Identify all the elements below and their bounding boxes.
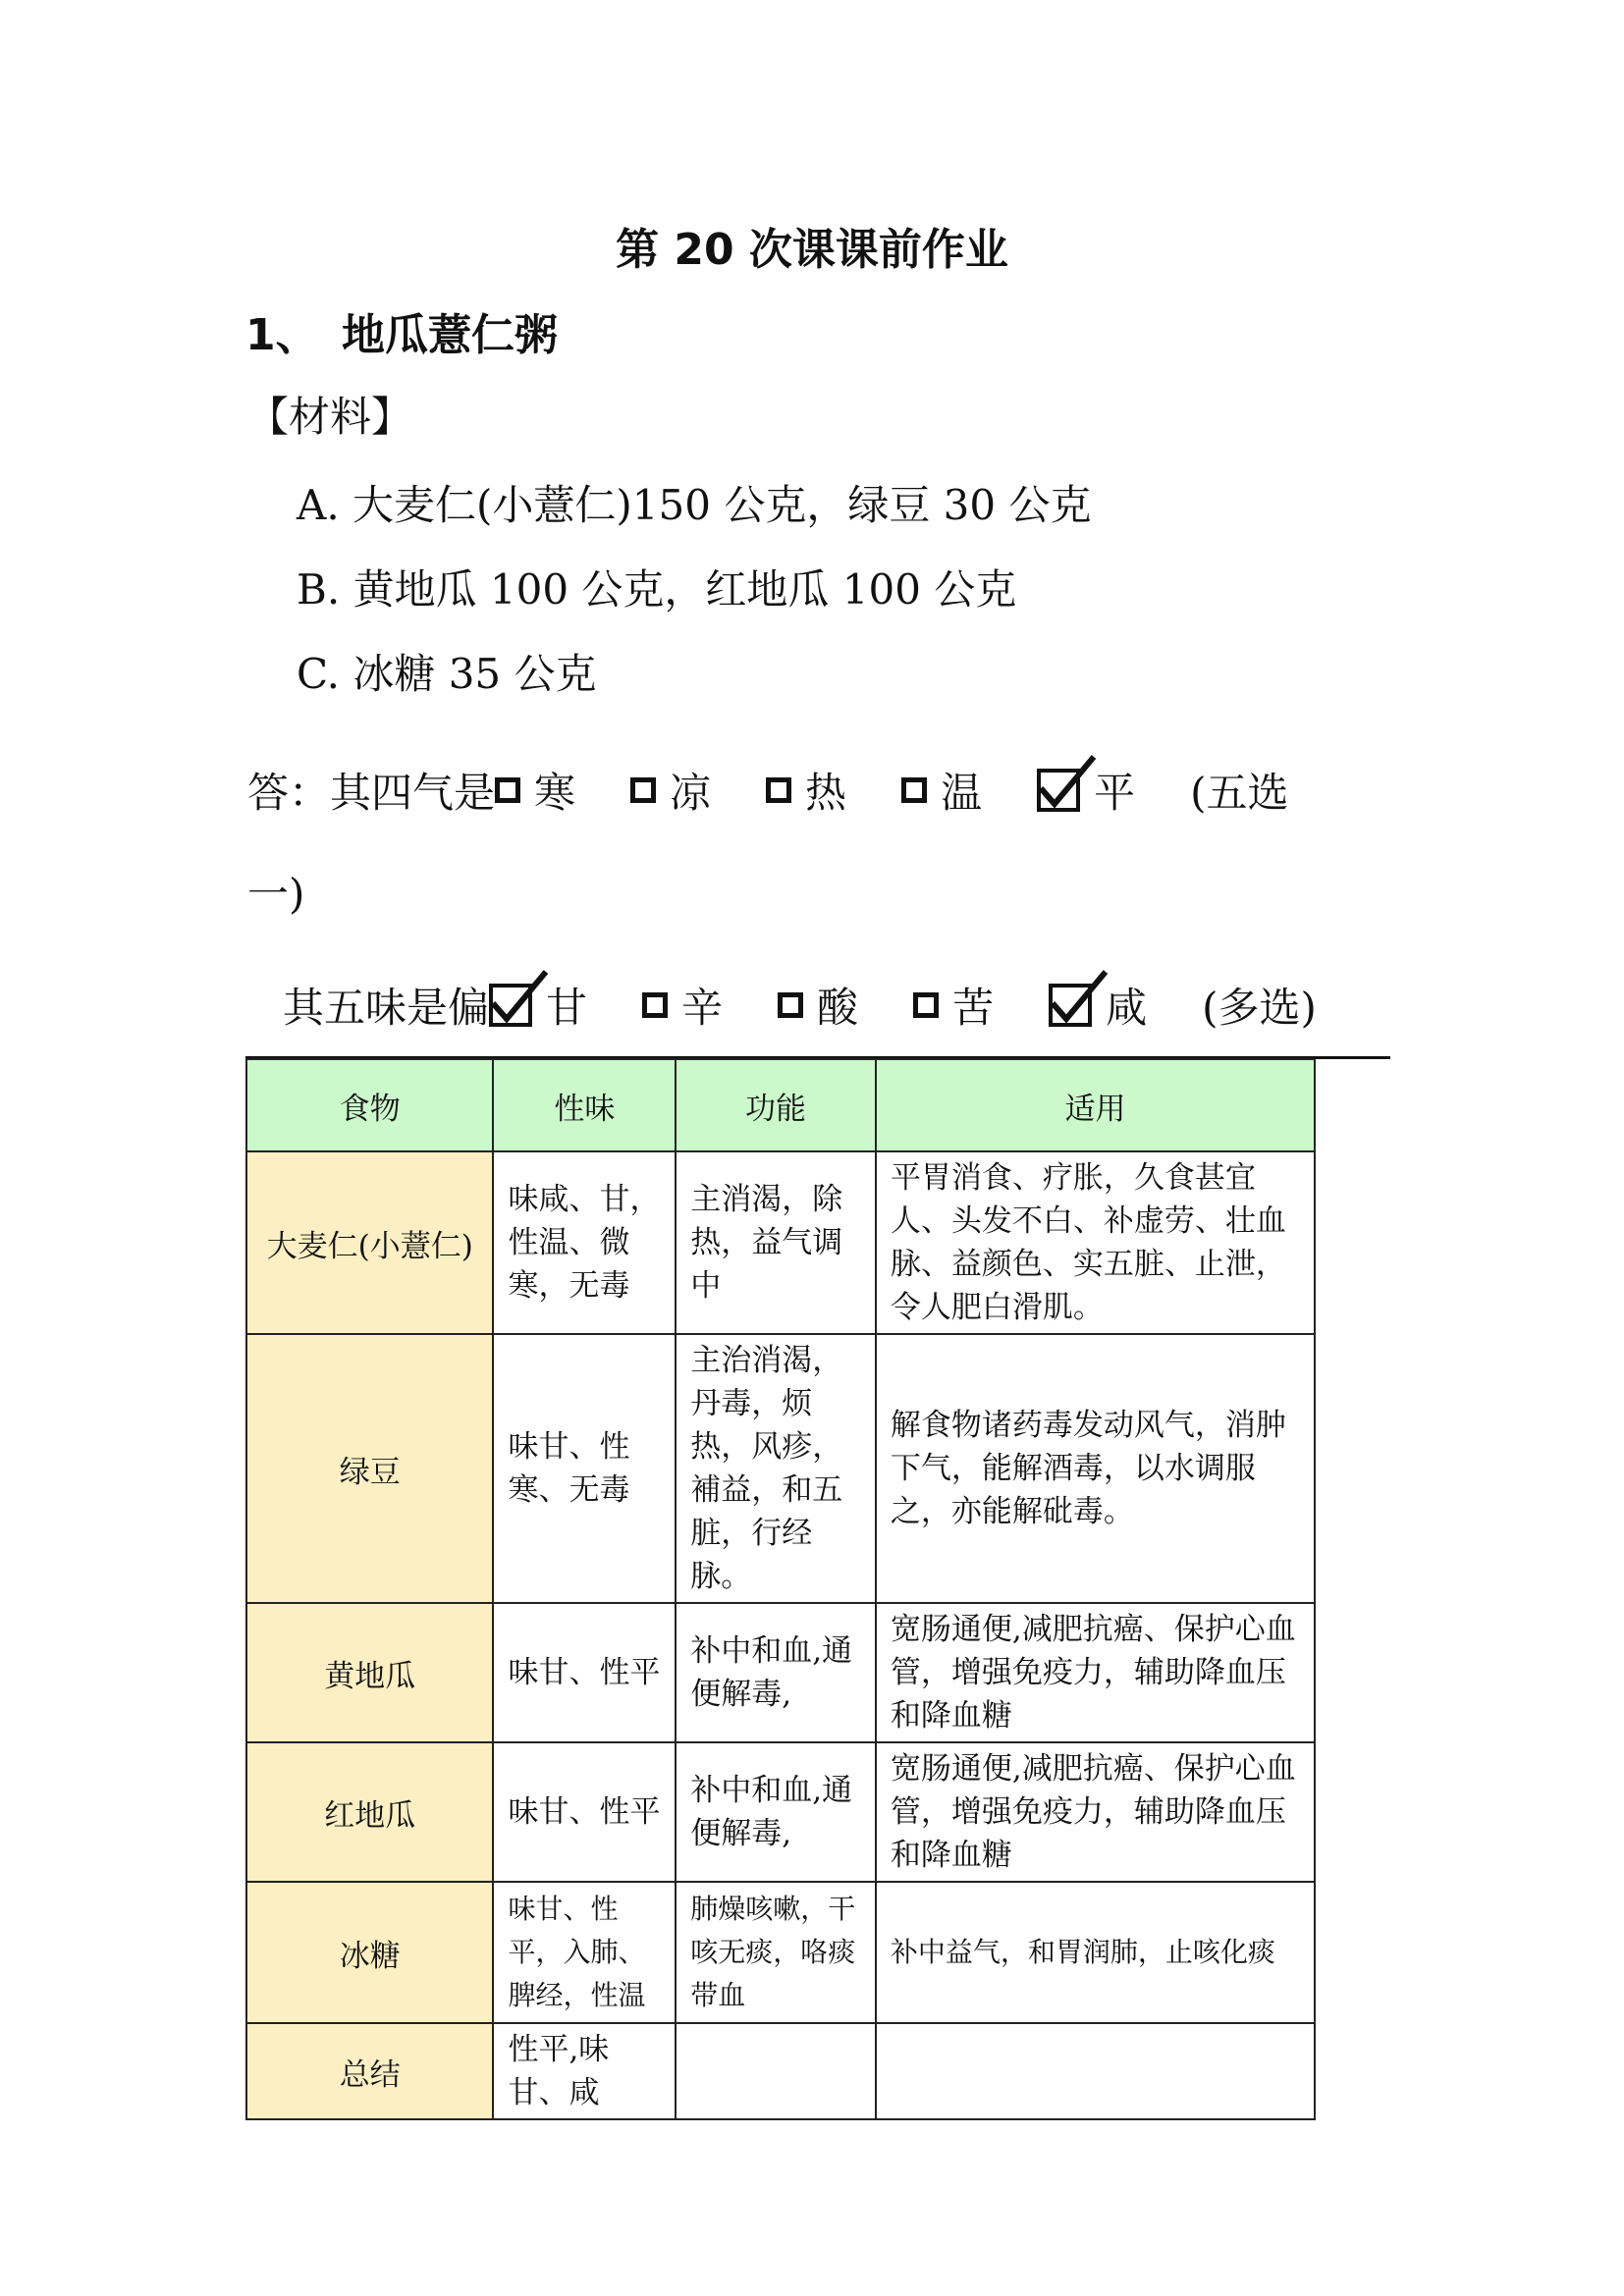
four-qi-option-2[interactable]: [766, 761, 895, 820]
five-flavors-option-4[interactable]: [1049, 976, 1196, 1035]
four-qi-prefix: 答：其四气是: [247, 769, 496, 817]
five-flavors-option-1[interactable]: [642, 976, 772, 1035]
four-qi-option-label: 热: [805, 769, 847, 817]
four-qi-suffix: (五选: [1190, 769, 1289, 817]
five-flavors-option-label: 酸: [817, 984, 859, 1032]
food-function: 主消渴，除热，益气调中: [676, 1151, 876, 1334]
table-row: [246, 1882, 1315, 2023]
materials-label: 【材料】: [247, 393, 413, 441]
four-qi-row: [247, 761, 1288, 820]
four-qi-option-3[interactable]: [901, 761, 1031, 820]
food-name: 总结: [246, 2023, 493, 2119]
food-usage: 补中益气，和胃润肺，止咳化痰: [876, 1882, 1315, 2023]
food-nature: 味甘、性寒、无毒: [493, 1334, 676, 1603]
five-flavors-prefix: 其五味是偏: [283, 984, 490, 1032]
four-qi-option-0[interactable]: [495, 761, 624, 820]
page-title: 第 20 次课课前作业: [616, 225, 1008, 275]
food-nature: 味甘、性平: [493, 1742, 676, 1882]
checked-checkbox-icon[interactable]: [1037, 769, 1080, 812]
four-qi-option-label: 寒: [534, 769, 576, 817]
material-item-c: C. 冰糖 35 公克: [297, 650, 597, 698]
food-name: 红地瓜: [246, 1742, 493, 1882]
table-row: [246, 1742, 1315, 1882]
four-qi-option-label: 温: [941, 769, 983, 817]
food-usage: 宽肠通便,减肥抗癌、保护心血管，增强免疫力，辅助降血压和降血糖: [876, 1603, 1315, 1742]
food-name: 绿豆: [246, 1334, 493, 1603]
food-function: 补中和血,通便解毒,: [676, 1742, 876, 1882]
section-heading: [245, 299, 558, 362]
food-name: 黄地瓜: [246, 1603, 493, 1742]
food-table: [245, 1058, 1316, 2120]
section-number: 1、: [245, 310, 319, 360]
header-function: 功能: [676, 1059, 876, 1151]
food-usage: [876, 2023, 1315, 2119]
header-food: 食物: [246, 1059, 493, 1151]
food-usage: 宽肠通便,减肥抗癌、保护心血管，增强免疫力，辅助降血压和降血糖: [876, 1742, 1315, 1882]
food-usage: 平胃消食、疗胀，久食甚宜人、头发不白、补虚劳、壮血脉、益颜色、实五脏、止泄，令人肥白滑肌。: [876, 1151, 1315, 1334]
checkbox-icon[interactable]: [913, 992, 939, 1018]
four-qi-options: [495, 761, 1190, 820]
five-flavors-option-label: 甘: [546, 984, 588, 1032]
table-row: [246, 1151, 1315, 1334]
food-usage: 解食物诸药毒发动风气，消肿下气，能解酒毒，以水调服之，亦能解砒毒。: [876, 1334, 1315, 1603]
checked-checkbox-icon[interactable]: [1049, 984, 1092, 1027]
food-name: 冰糖: [246, 1882, 493, 2023]
food-function: 补中和血,通便解毒,: [676, 1603, 876, 1742]
four-qi-option-1[interactable]: [630, 761, 760, 820]
checkbox-icon[interactable]: [778, 992, 803, 1018]
five-flavors-option-2[interactable]: [778, 976, 907, 1035]
five-flavors-options: [489, 976, 1202, 1035]
five-flavors-row: [283, 976, 1317, 1035]
checkbox-icon[interactable]: [630, 777, 656, 803]
material-item-a: A. 大麦仁(小薏仁)150 公克，绿豆 30 公克: [297, 481, 1092, 529]
food-nature: 味甘、性平: [493, 1603, 676, 1742]
food-name: 大麦仁(小薏仁): [246, 1151, 493, 1334]
food-nature: 味甘、性平，入肺、脾经，性温: [493, 1882, 676, 2023]
food-function: [676, 2023, 876, 2119]
table-row: [246, 1603, 1315, 1742]
five-flavors-suffix: (多选): [1202, 984, 1317, 1032]
five-flavors-option-3[interactable]: [913, 976, 1043, 1035]
four-qi-suffix-wrap: 一): [247, 870, 305, 918]
food-function: 主治消渴，丹毒，烦热，风疹，補益，和五脏，行经脉。: [676, 1334, 876, 1603]
checkbox-icon[interactable]: [642, 992, 668, 1018]
checkbox-icon[interactable]: [901, 777, 927, 803]
food-nature: 性平,味甘、咸: [493, 2023, 676, 2119]
five-flavors-option-0[interactable]: [489, 976, 636, 1035]
four-qi-option-label: 凉: [670, 769, 712, 817]
material-item-b: B. 黄地瓜 100 公克，红地瓜 100 公克: [297, 565, 1017, 614]
header-nature: 性味: [493, 1059, 676, 1151]
checkbox-icon[interactable]: [495, 777, 520, 803]
food-function: 肺燥咳嗽，干咳无痰，咯痰带血: [676, 1882, 876, 2023]
four-qi-option-4[interactable]: [1037, 761, 1184, 820]
five-flavors-option-label: 辛: [681, 984, 724, 1032]
checkbox-icon[interactable]: [766, 777, 791, 803]
checked-checkbox-icon[interactable]: [489, 984, 532, 1027]
header-usage: 适用: [876, 1059, 1315, 1151]
five-flavors-option-label: 苦: [952, 984, 995, 1032]
table-row: [246, 1334, 1315, 1603]
four-qi-option-label: 平: [1094, 769, 1136, 817]
table-header-row: [246, 1059, 1315, 1151]
table-row: [246, 2023, 1315, 2119]
section-name: 地瓜薏仁粥: [342, 310, 558, 360]
food-nature: 味咸、甘，性温、微寒，无毒: [493, 1151, 676, 1334]
five-flavors-option-label: 咸: [1106, 984, 1148, 1032]
